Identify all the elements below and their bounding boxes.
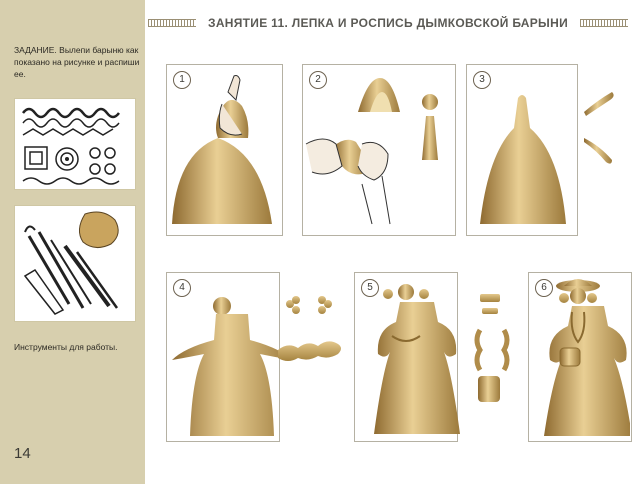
step-2-figure [302, 64, 454, 234]
page-number: 14 [14, 445, 31, 462]
step-6-number: 6 [535, 279, 553, 297]
step-5-figure [354, 272, 524, 440]
step-2-number: 2 [309, 71, 327, 89]
tools-drawing [15, 206, 135, 321]
step-3-figure [466, 64, 638, 234]
title-rule-right [580, 19, 628, 27]
step-1-figure [166, 64, 296, 236]
title-bar [148, 12, 628, 34]
task-text: ЗАДАНИЕ. Вылепи барыню как показано на рисунке и распиши ее. [14, 45, 140, 79]
sidebar [0, 0, 145, 484]
tools-illustration [14, 205, 136, 322]
pattern-examples-drawing [15, 99, 135, 189]
step-4-number: 4 [173, 279, 191, 297]
step-4-figure [166, 272, 356, 440]
title-rule-left [148, 19, 196, 27]
step-1-number: 1 [173, 71, 191, 89]
step-5-number: 5 [361, 279, 379, 297]
step-3-number: 3 [473, 71, 491, 89]
tools-label: Инструменты для работы. [14, 342, 118, 352]
page-title: ЗАНЯТИЕ 11. ЛЕПКА И РОСПИСЬ ДЫМКОВСКОЙ БАРЫНИ [208, 16, 568, 30]
step-6-figure [528, 272, 630, 440]
pattern-examples [14, 98, 136, 190]
